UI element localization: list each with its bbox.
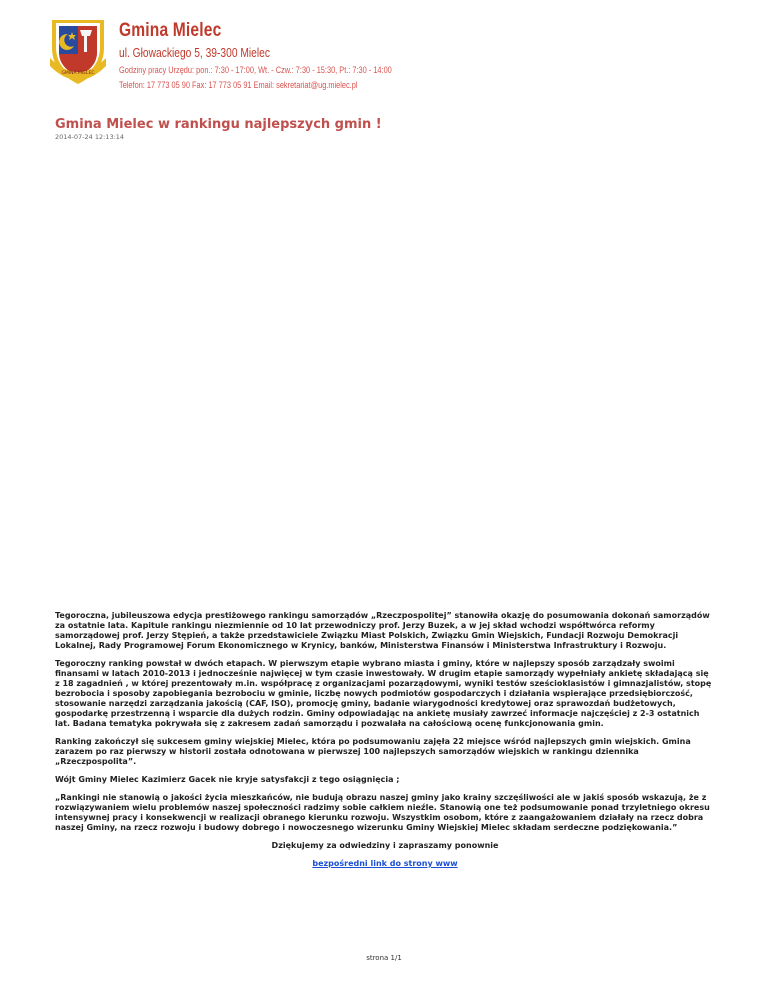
article-paragraph: „Rankingi nie stanowią o jakości życia mieszkańców, nie budują obrazu naszej gminy jako krainy szczęśliwości ale w jakiś sposób wskazują, że z rozwiązywaniem wielu problemów naszej społeczności radzimy sobie całkiem nieźle. Stanowią one też podsumowanie ponad trzyletniego okresu intensywnej pracy i konsekwencji w realizacji obranego kierunku rozwoju. Wszystkim osobom, które z zaangażowaniem działały na rzecz dobra naszej Gminy, na rzecz rozwoju i budowy dobrego i nowoczesnego wizerunku Gminy Wiejskiej Mielec składam serdeczne podziękowania.” (55, 793, 710, 832)
page-header (46, 14, 746, 94)
page-number: strona 1/1 (366, 954, 402, 962)
article-date: 2014-07-24 12:13:14 (55, 133, 125, 141)
article-paragraph: Tegoroczny ranking powstał w dwóch etapach. W pierwszym etapie wybrano miasta i gminy, które w najlepszy sposób zarządzały swoimi finansami w latach 2010-2013 i jednocześnie najwięcej w tym czasie inwestowały. W drugim etapie samorządy wypełniały ankietę składającą się z 18 zagadnień , w której prezentowały m.in. współpracę z organizacjami pozarządowymi, wyniki testów sześcioklasistów i gimnazjalistów, stopę bezrobocia i sposoby zapobiegania bezrobociu w gminie, liczbę nowych podmiotów gospodarczych i działania wspierające przedsiębiorczość, stosowanie narzędzi zarządzania jakością (CAF, ISO), promocję gminy, badanie wiarygodności kredytowej oraz sprawozdań budżetowych, gospodarkę przestrzenną i wsparcie dla dużych rodzin. Gminy odpowiadając na ankietę musiały zawrzeć informacje najczęściej z 2-3 ostatnich lat. Badana tematyka pokrywała się z zakresem zadań samorządu i pozwalała na całościową ocenę funkcjonowania gmin. (55, 659, 712, 728)
website-link[interactable]: bezpośredni link do strony www (312, 859, 458, 868)
link-container (55, 859, 715, 869)
article-paragraph: Ranking zakończył się sukcesem gminy wiejskiej Mielec, która po podsumowaniu zajęła 22 miejsce wśród najlepszych gmin wiejskich. Gmina zarazem po raz pierwszy w historii została odnotowana w pierwszej 100 najlepszych samorządów wiejskich w rankingu dziennika „Rzeczpospolita”. (55, 737, 691, 766)
site-address: ul. Głowackiego 5, 39-300 Mielec (119, 46, 270, 60)
site-title: Gmina Mielec (119, 20, 222, 41)
coat-of-arms-logo (46, 14, 110, 88)
article-paragraph: Tegoroczna, jubileuszowa edycja prestiżowego rankingu samorządów „Rzeczpospolitej” stanowiła okazję do posumowania dokonań samorządów za ostatnie lata. Kapitule rankingu niezmiennie od 10 lat przewodniczy prof. Jerzy Buzek, a w jej skład wchodzi współtwórca reformy samorządowej prof. Jerzy Stępień, a także przedstawiciele Związku Miast Polskich, Związku Gmin Wiejskich, Fundacji Rozwoju Demokracji Lokalnej, Rady Programowej Forum Ekonomicznego w Krynicy, banków, Ministerstwa Finansów i Ministerstwa Infrastruktury i Rozwoju. (55, 611, 710, 650)
article-paragraph: Wójt Gminy Mielec Kazimierz Gacek nie kryje satysfakcji z tego osiągnięcia ; (55, 775, 400, 784)
crest-text: GMINA MIELEC (61, 71, 95, 76)
article-title: Gmina Mielec w rankingu najlepszych gmin ! (55, 117, 382, 132)
closing-text: Dziękujemy za odwiedziny i zapraszamy ponownie (271, 841, 499, 850)
contact-info: Telefon: 17 773 05 90 Fax: 17 773 05 91 Email: sekretariat@ug.mielec.pl (119, 80, 358, 90)
article-body (55, 611, 715, 877)
office-hours: Godziny pracy Urzędu: pon.: 7:30 - 17:00, Wt. - Czw.: 7:30 - 15:30, Pt.: 7:30 - 14:00 (119, 65, 392, 75)
header-brand (119, 20, 452, 90)
